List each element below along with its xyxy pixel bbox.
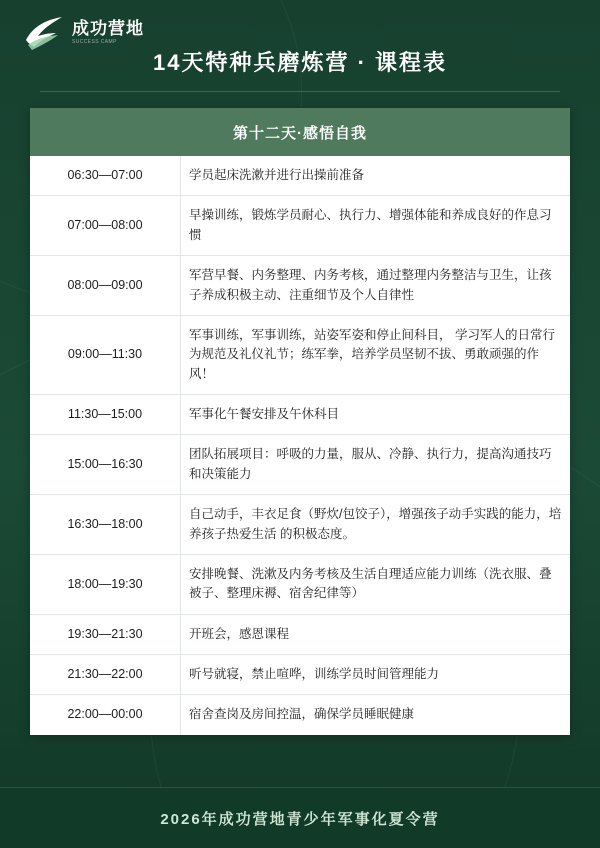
brand-text — [72, 20, 144, 45]
footer-text: 2026年成功营地青少年军事化夏令营 — [160, 810, 440, 828]
row-time: 11:30—15:00 — [30, 395, 181, 435]
row-time: 18:00—19:30 — [30, 554, 181, 614]
table-row — [30, 196, 570, 256]
row-activity: 宿舍查岗及房间控温，确保学员睡眠健康 — [181, 695, 571, 735]
table-row — [30, 655, 570, 695]
header-divider — [40, 91, 560, 92]
row-activity: 听号就寝，禁止喧哗，训练学员时间管理能力 — [181, 655, 571, 695]
row-activity: 早操训练，锻炼学员耐心、执行力、增强体能和养成良好的作息习惯 — [181, 196, 571, 256]
row-time: 16:30—18:00 — [30, 495, 181, 555]
table-row — [30, 695, 570, 735]
table-row — [30, 554, 570, 614]
table-row — [30, 435, 570, 495]
table-row — [30, 614, 570, 654]
day-title: 第十二天·感悟自我 — [30, 108, 570, 156]
table-row — [30, 256, 570, 316]
table-row — [30, 156, 570, 196]
brand-subtitle: SUCCESS CAMP — [72, 38, 117, 45]
table-row — [30, 395, 570, 435]
row-time: 21:30—22:00 — [30, 655, 181, 695]
brand-name: 成功营地 — [72, 18, 144, 38]
row-activity: 开班会，感恩课程 — [181, 614, 571, 654]
poster-footer — [0, 788, 600, 848]
table-row — [30, 495, 570, 555]
row-activity: 安排晚餐、洗漱及内务考核及生活自理适应能力训练（洗衣服、叠被子、整理床褥、宿舍纪律等） — [181, 554, 571, 614]
page-title: 14天特种兵磨炼营 · 课程表 — [152, 50, 448, 75]
row-activity: 军事训练，军事训练，站姿军姿和停止间科目， 学习军人的日常行为规范及礼仪礼节；练军拳，培养学员坚韧不拔、勇敢顽强的作风！ — [181, 315, 571, 394]
row-time: 15:00—16:30 — [30, 435, 181, 495]
poster-header — [0, 46, 600, 92]
row-activity: 团队拓展项目：呼吸的力量，服从、冷静、执行力，提高沟通技巧和决策能力 — [181, 435, 571, 495]
row-time: 19:30—21:30 — [30, 614, 181, 654]
schedule-card — [30, 108, 570, 735]
row-activity: 自己动手，丰衣足食（野炊/包饺子），增强孩子动手实践的能力，培养孩子热爱生活 的积极态度。 — [181, 495, 571, 555]
table-row — [30, 315, 570, 394]
row-time: 06:30—07:00 — [30, 156, 181, 196]
row-time: 22:00—00:00 — [30, 695, 181, 735]
row-time: 07:00—08:00 — [30, 196, 181, 256]
row-activity: 学员起床洗漱并进行出操前准备 — [189, 168, 365, 182]
row-activity: 军事化午餐安排及午休科目 — [181, 395, 571, 435]
row-time: 09:00—11:30 — [30, 315, 181, 394]
schedule-table — [30, 156, 570, 735]
row-time: 08:00—09:00 — [30, 256, 181, 316]
row-activity: 军营早餐、内务整理、内务考核，通过整理内务整洁与卫生，让孩子养成积极主动、注重细节及个人自律性 — [181, 256, 571, 316]
